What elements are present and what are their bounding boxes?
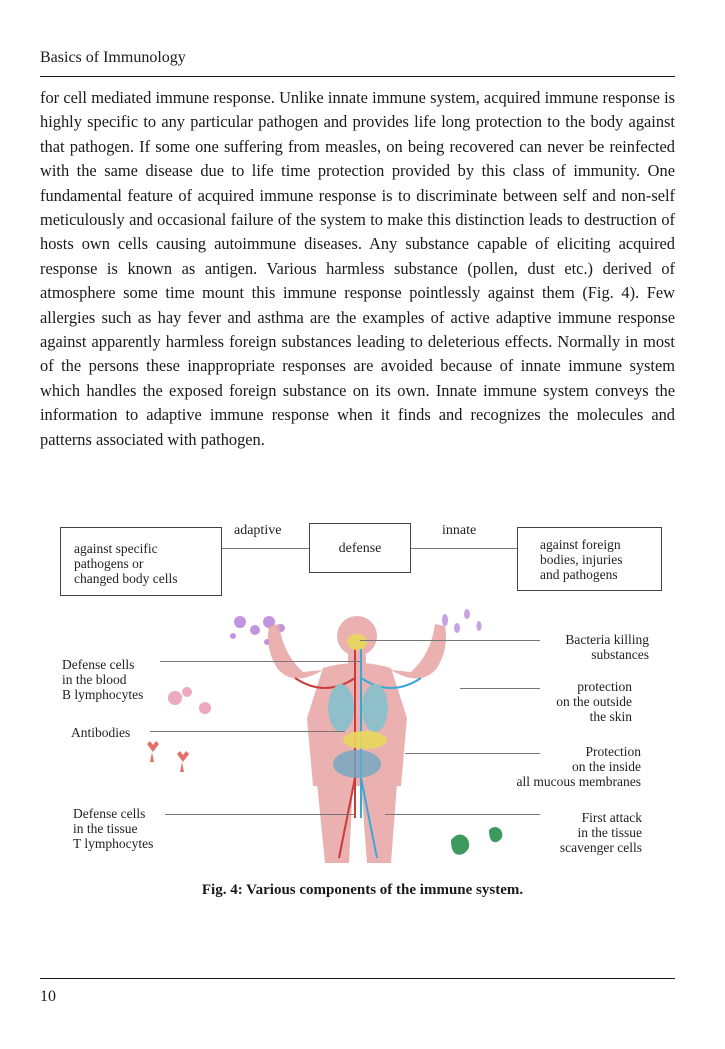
box-line: against foreign [540,537,621,552]
label-line: Defense cells [62,657,135,672]
label-skin-protection [495,679,632,724]
label-line: Defense cells [73,806,146,821]
running-header: Basics of Immunology [40,49,186,66]
header-rule [40,76,675,77]
label-line: all mucous membranes [516,774,641,789]
label-line: Protection [585,744,641,759]
page-number: 10 [40,988,56,1005]
box-line: pathogens or [74,556,144,571]
label-line: in the tissue [73,821,138,836]
defense-label: defense [338,541,382,556]
label-b-lymphocytes [62,657,143,702]
leader-line-t-lymphocytes [165,814,355,815]
label-line: in the tissue [577,825,642,840]
label-line: Antibodies [71,725,131,740]
figure-caption: Fig. 4: Various components of the immune system. [201,882,524,898]
leader-line-antibodies [150,731,345,732]
label-line: in the blood [62,672,127,687]
label-line: on the inside [572,759,641,774]
label-mucous-protection [475,744,641,789]
label-line: First attack [581,810,642,825]
label-line: T lymphocytes [73,836,154,851]
label-scavenger-cells [495,810,642,855]
pathogen-cluster-top-right [442,609,482,633]
label-line: substances [591,647,649,662]
label-antibodies [71,725,130,740]
label-bacteria-killing [495,632,649,662]
label-t-lymphocytes [73,806,153,851]
label-line: the skin [589,709,632,724]
footer-rule [40,978,675,979]
innate-label: innate [442,523,477,538]
box-line: and pathogens [540,567,618,582]
label-line: scavenger cells [559,840,642,855]
leader-line-blood-cells [160,661,360,662]
box-line: against specific [74,541,158,556]
adaptive-label: adaptive [234,523,282,538]
body-paragraph: for cell mediated immune response. Unlike innate immune system, acquired immune response is highly specific to any particular pathogen and provides life long protection to the body against that pathogen. If some one suffering from measles, on being recovered can never be reinfected with the same disease due to life time protection provided by this class of immunity. One fundamental feature of acquired immune response is to discriminate between self and non-self meticulously and occasional failure of the system to make this distinction leads to destruction of hosts own cells causing autoimmune diseases. Any substance capable of eliciting acquired response is known as antigen. Various harmless substance (pollen, dust etc.) derived of atmosphere some time mount this immune response pointlessly against them (Fig. 4). Few allergies such as hay fever and asthma are the examples of active adaptive immune response against apparently harmless foreign substances leading to deleterious effects. Normally in most of the persons these inappropriate responses are avoided because of innate immune system which handles the exposed foreign substance on its own. Innate immune system conveys the information to adaptive immune response when it finds and recognizes the molecules and patterns associated with pathogen. [40,88,675,449]
box-line: bodies, injuries [540,552,623,567]
box-line: changed body cells [74,571,178,586]
label-line: B lymphocytes [62,687,144,702]
label-line: Bacteria killing [565,632,649,647]
b-lymphocyte-cells [168,687,211,714]
label-line: on the outside [556,694,632,709]
immune-system-figure [55,518,665,863]
label-line: protection [577,679,632,694]
antibody-shapes [147,741,189,772]
